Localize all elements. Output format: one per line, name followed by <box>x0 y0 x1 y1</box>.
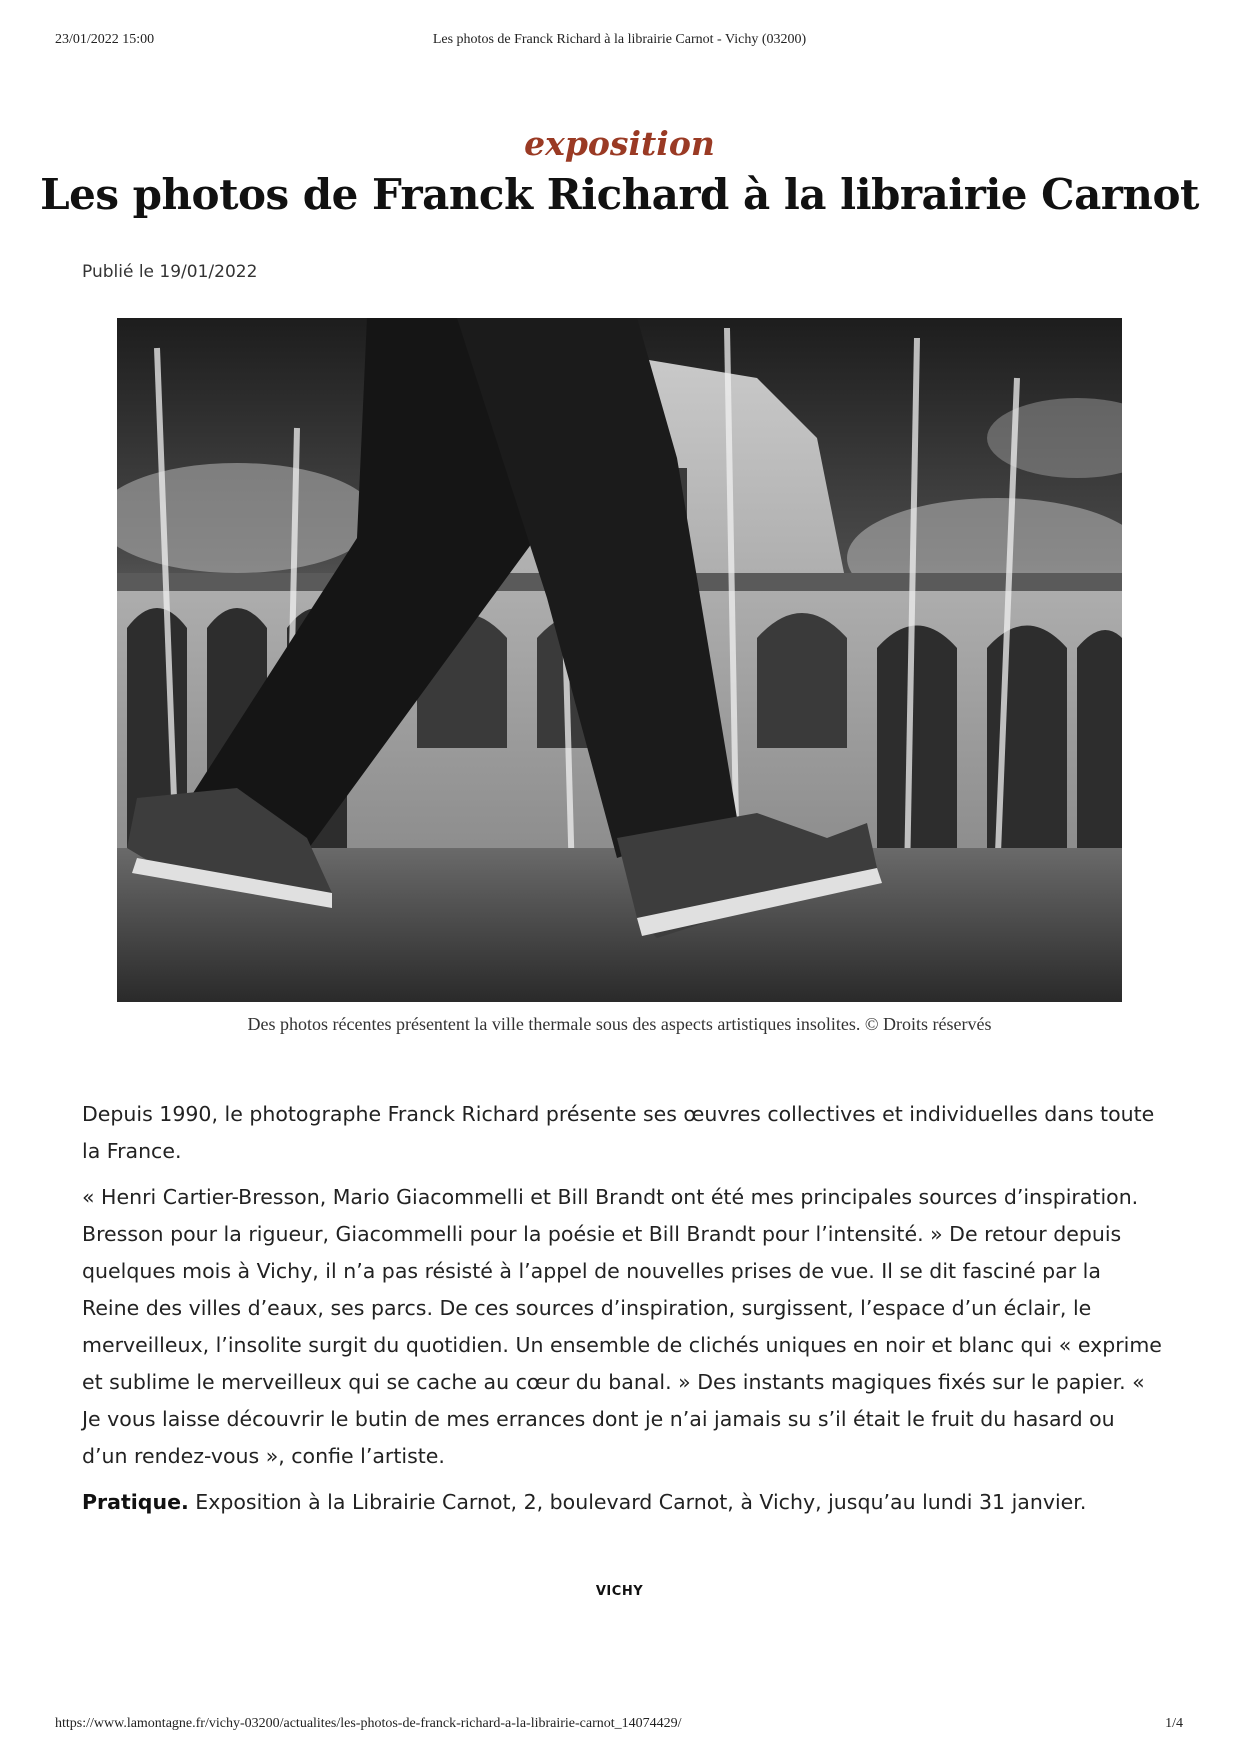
article-body <box>82 1096 1162 1530</box>
pratique-label: Pratique. <box>82 1490 189 1514</box>
article-kicker: exposition <box>524 124 715 163</box>
print-datetime: 23/01/2022 15:00 <box>55 32 155 47</box>
location-tag[interactable]: VICHY <box>595 1584 644 1599</box>
publication-date: Publié le 19/01/2022 <box>82 262 258 282</box>
article-title: Les photos de Franck Richard à la librairie Carnot <box>40 170 1199 219</box>
paragraph-pratique <box>82 1484 1162 1521</box>
paragraph-intro: Depuis 1990, le photographe Franck Richard présente ses œuvres collectives et individuelles dans toute la France. <box>82 1102 1155 1163</box>
photo-caption: Des photos récentes présentent la ville thermale sous des aspects artistiques insolites. © Droits réservés <box>247 1014 992 1034</box>
article-photo <box>117 318 1122 1002</box>
paragraph-quote: « Henri Cartier-Bresson, Mario Giacommelli et Bill Brandt ont été mes principales sources d’inspiration. Bresson pour la rigueur, Giacommelli pour la poésie et Bill Brandt pour l’intensité. » De retour depuis quelques mois à Vichy, il n’a pas résisté à l’appel de nouvelles prises de vue. Il se dit fasciné par la Reine des villes d’eaux, ses parcs. De ces sources d’inspiration, surgissent, l’espace d’un éclair, le merveilleux, l’insolite surgit du quotidien. Un ensemble de clichés uniques en noir et blanc qui « exprime et sublime le merveilleux qui se cache au cœur du banal. » Des instants magiques fixés sur le papier. « Je vous laisse découvrir le butin de mes errances dont je n’ai jamais su s’il était le fruit du hasard ou d’un rendez-vous », confie l’artiste. <box>82 1185 1162 1468</box>
print-url: https://www.lamontagne.fr/vichy-03200/actualites/les-photos-de-franck-richard-a-la-librairie-carnot_14074429/ <box>55 1716 682 1731</box>
print-page-number: 1/4 <box>1165 1716 1183 1731</box>
pratique-text: Exposition à la Librairie Carnot, 2, boulevard Carnot, à Vichy, jusqu’au lundi 31 janvier. <box>195 1490 1087 1514</box>
print-page-title: Les photos de Franck Richard à la librairie Carnot - Vichy (03200) <box>432 32 807 47</box>
